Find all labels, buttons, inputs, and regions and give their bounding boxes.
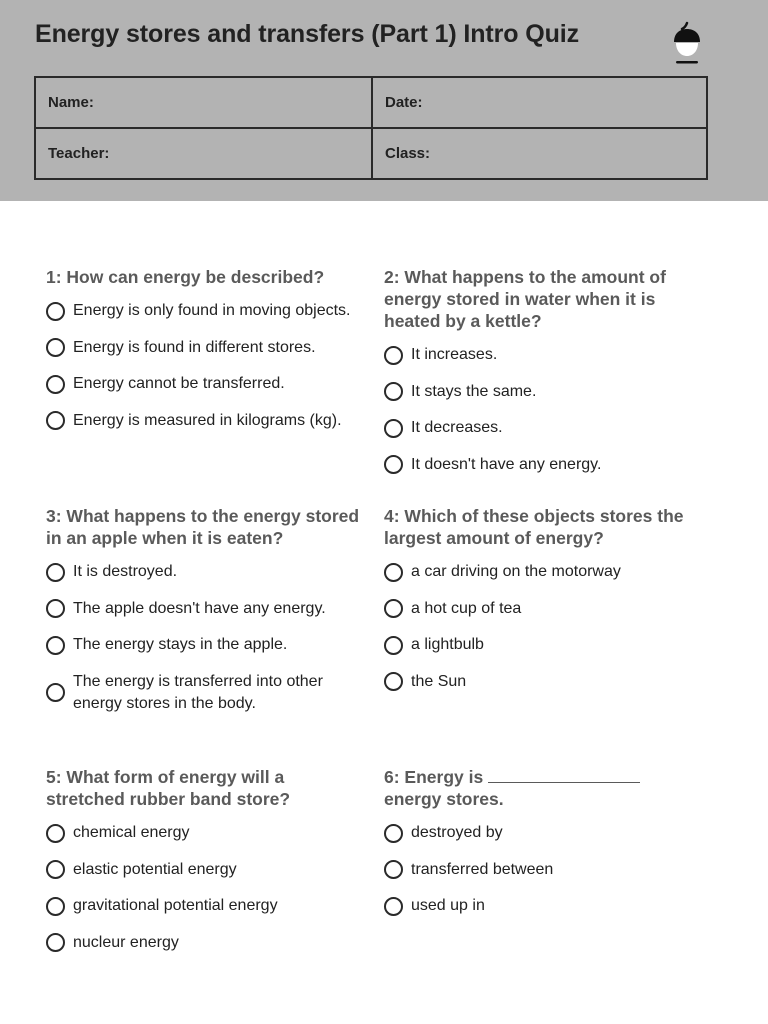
answer-label: the Sun (411, 672, 467, 690)
radio-button[interactable] (384, 382, 403, 401)
question-6 (384, 766, 700, 932)
answer-option[interactable] (46, 410, 362, 432)
answer-option[interactable] (46, 561, 362, 583)
answer-label: elastic potential energy (73, 860, 237, 878)
answer-label: gravitational potential energy (73, 897, 278, 914)
radio-button[interactable] (46, 933, 65, 952)
answer-options (384, 822, 700, 917)
answer-label: used up in (411, 897, 485, 914)
answer-option[interactable] (384, 895, 700, 917)
answer-label: The apple doesn't have any energy. (73, 599, 326, 617)
class-field[interactable]: Class: (372, 128, 707, 179)
answer-label: a hot cup of tea (411, 599, 522, 617)
radio-button[interactable] (46, 636, 65, 655)
date-field[interactable]: Date: (372, 77, 707, 128)
answer-option[interactable] (384, 417, 700, 439)
fill-in-blank (488, 768, 640, 783)
answer-options (46, 822, 362, 954)
radio-button[interactable] (384, 860, 403, 879)
acorn-logo-icon (670, 20, 704, 66)
answer-label: It is destroyed. (73, 563, 178, 580)
answer-label: Energy cannot be transferred. (73, 375, 285, 392)
radio-button[interactable] (384, 672, 403, 691)
question-text: 1: How can energy be described? (46, 267, 325, 287)
radio-button[interactable] (384, 636, 403, 655)
answer-label: a car driving on the motorway (411, 563, 621, 580)
answer-option[interactable] (384, 454, 700, 476)
radio-button[interactable] (384, 824, 403, 843)
answer-option[interactable] (384, 381, 700, 403)
answer-label: It increases. (411, 346, 498, 363)
answer-label: The energy stays in the apple. (73, 636, 288, 653)
radio-button[interactable] (46, 338, 65, 357)
question-5 (46, 766, 362, 968)
answer-options (384, 344, 700, 476)
quiz-header (0, 0, 768, 201)
question-text: 5: What form of energy will a stretched rubber band store? (46, 767, 291, 809)
answer-option[interactable] (46, 859, 362, 881)
radio-button[interactable] (384, 897, 403, 916)
question-text-start: 6: Energy is (384, 767, 484, 787)
radio-button[interactable] (46, 302, 65, 321)
answer-options (46, 300, 362, 432)
answer-options (46, 561, 362, 715)
answer-option[interactable] (384, 344, 700, 366)
question-text-end: energy stores. (384, 789, 504, 809)
answer-option[interactable] (384, 859, 700, 881)
answer-label: chemical energy (73, 824, 190, 841)
radio-button[interactable] (384, 346, 403, 365)
question-1 (46, 266, 362, 446)
answer-option[interactable] (46, 671, 362, 715)
answer-option[interactable] (46, 822, 362, 844)
answer-label: transferred between (411, 860, 554, 878)
quiz-title: Energy stores and transfers (Part 1) Intro Quiz (35, 20, 580, 48)
question-3 (46, 505, 362, 729)
radio-button[interactable] (384, 599, 403, 618)
answer-option[interactable] (46, 337, 362, 359)
answer-label: It stays the same. (411, 382, 537, 400)
answer-option[interactable] (46, 634, 362, 656)
radio-button[interactable] (384, 563, 403, 582)
answer-label: a lightbulb (411, 636, 484, 653)
answer-option[interactable] (384, 561, 700, 583)
radio-button[interactable] (46, 897, 65, 916)
radio-button[interactable] (46, 411, 65, 430)
radio-button[interactable] (46, 375, 65, 394)
answer-option[interactable] (384, 598, 700, 620)
answer-option[interactable] (46, 373, 362, 395)
answer-option[interactable] (384, 671, 700, 693)
radio-button[interactable] (384, 455, 403, 474)
answer-label: Energy is only found in moving objects. (73, 302, 351, 319)
answer-option[interactable] (46, 300, 362, 322)
teacher-field[interactable]: Teacher: (35, 128, 372, 179)
answer-option[interactable] (46, 895, 362, 917)
answer-label: Energy is found in different stores. (73, 338, 316, 356)
name-field[interactable]: Name: (35, 77, 372, 128)
answer-label: It doesn't have any energy. (411, 455, 602, 473)
radio-button[interactable] (384, 419, 403, 438)
radio-button[interactable] (46, 683, 65, 702)
student-info-table (34, 76, 708, 180)
radio-button[interactable] (46, 599, 65, 618)
answer-option[interactable] (46, 932, 362, 954)
answer-label: The energy is transferred into other energy stores in the body. (73, 672, 323, 712)
answer-option[interactable] (46, 598, 362, 620)
answer-label: destroyed by (411, 824, 503, 841)
answer-label: nucleur energy (73, 933, 179, 951)
question-4 (384, 505, 700, 707)
question-text: 2: What happens to the amount of energy stored in water when it is heated by a kettle? (384, 267, 666, 331)
radio-button[interactable] (46, 563, 65, 582)
question-text (384, 766, 700, 810)
question-text: 3: What happens to the energy stored in an apple when it is eaten? (46, 506, 360, 548)
answer-label: Energy is measured in kilograms (kg). (73, 411, 342, 429)
question-2 (384, 266, 700, 490)
answer-label: It decreases. (411, 419, 503, 436)
answer-option[interactable] (384, 634, 700, 656)
radio-button[interactable] (46, 824, 65, 843)
answer-options (384, 561, 700, 693)
radio-button[interactable] (46, 860, 65, 879)
question-text: 4: Which of these objects stores the largest amount of energy? (384, 506, 684, 548)
answer-option[interactable] (384, 822, 700, 844)
